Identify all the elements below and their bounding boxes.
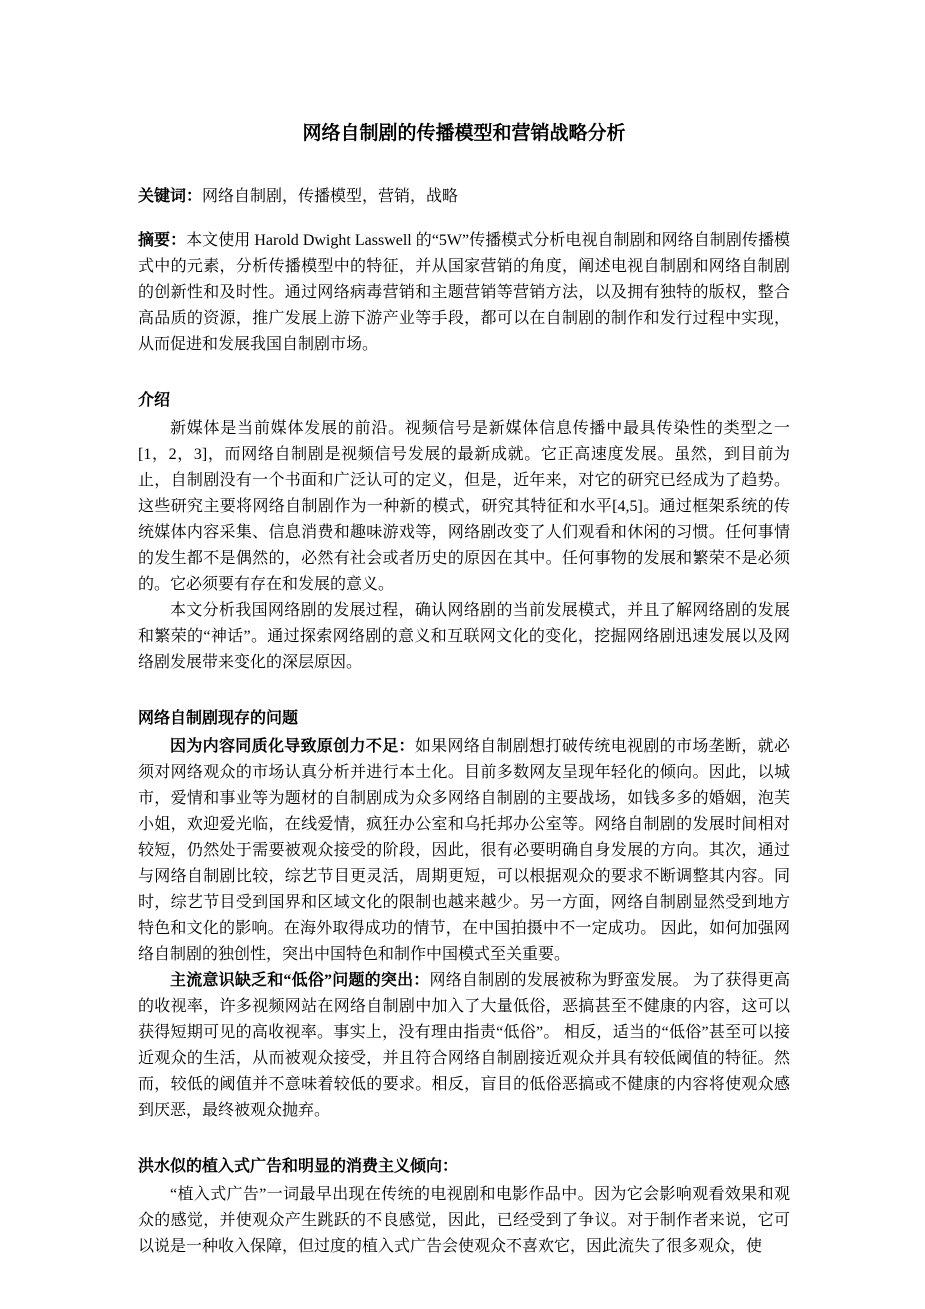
abstract-paragraph: [138, 228, 790, 358]
intro-paragraph-1: 新媒体是当前媒体发展的前沿。视频信号是新媒体信息传播中最具传染性的类型之一[1，2，3]，而网络自制剧是视频信号发展的最新成就。它正高速度发展。虽然，到目前为止，自制剧没有一个书面和广泛认可的定义，但是，近年来，对它的研究已经成为了趋势。这些研究主要将网络自制剧作为一种新的模式，研究其特征和水平[4,5]。通过框架系统的传统媒体内容采集、信息消费和趣味游戏等，网络剧改变了人们观看和休闲的习惯。任何事情的发生都不是偶然的，必然有社会或者历史的原因在其中。任何事物的发展和繁荣不是必须的。它必须要有存在和发展的意义。: [138, 420, 790, 593]
problems-paragraph-1: [138, 734, 790, 968]
page-title: 网络自制剧的传播模型和营销战略分析: [302, 123, 626, 144]
problems-paragraph-1-lead: 因为内容同质化导致原创力不足：: [170, 738, 415, 755]
keywords-line: [138, 184, 790, 210]
keywords-text: 网络自制剧，传播模型，营销，战略: [202, 188, 459, 205]
section-heading-ads: 洪水似的植入式广告和明显的消费主义倾向：: [138, 1158, 459, 1175]
keywords-label: 关键词：: [138, 188, 203, 205]
problems-paragraph-2: [138, 968, 790, 1124]
abstract-text: 本文使用 Harold Dwight Lasswell 的“5W”传播模式分析电视自制剧和网络自制剧传播模式中的元素，分析传播模型中的特征，并从国家营销的角度，阐述电视自制剧和网络自制剧的创新性和及时性。通过网络病毒营销和主题营销等营销方法，以及拥有独特的版权，整合高品质的资源，推广发展上游下游产业等手段，都可以在自制剧的制作和发行过程中实现，从而促进和发展我国自制剧市场。: [138, 232, 790, 353]
problems-paragraph-2-text: 网络自制剧的发展被称为野蛮发展。 为了获得更高的收视率，许多视频网站在网络自制剧中加入了大量低俗，恶搞甚至不健康的内容，这可以获得短期可见的高收视率。事实上，没有理由指责“低俗”。 相反，适当的“低俗”甚至可以接近观众的生活，从而被观众接受，并且符合网络自制剧接近观众并具有较低阈值的特征。然而，较低的阈值并不意味着较低的要求。相反，盲目的低俗恶搞或不健康的内容将使观众感到厌恶，最终被观众抛弃。: [138, 972, 790, 1119]
abstract-label: 摘要：: [138, 232, 187, 249]
intro-paragraph-2: 本文分析我国网络剧的发展过程，确认网络剧的当前发展模式，并且了解网络剧的发展和繁荣的“神话”。通过探索网络剧的意义和互联网文化的变化，挖掘网络剧迅速发展以及网络剧发展带来变化的深层原因。: [138, 602, 790, 671]
ads-paragraph-1: “植入式广告”一词最早出现在传统的电视剧和电影作品中。因为它会影响观看效果和观众的感觉，并使观众产生跳跃的不良感觉，因此，已经受到了争议。对于制作者来说，它可以说是一种收入保障，但过度的植入式广告会使观众不喜欢它，因此流失了很多观众，使: [138, 1186, 790, 1255]
section-heading-intro: 介绍: [138, 392, 171, 409]
section-heading-problems: 网络自制剧现存的问题: [138, 710, 299, 727]
problems-paragraph-2-lead: 主流意识缺乏和“低俗”问题的突出：: [170, 972, 430, 989]
problems-paragraph-1-text: 如果网络自制剧想打破传统电视剧的市场垄断，就必须对网络观众的市场认真分析并进行本土化。目前多数网友呈现年轻化的倾向。因此，以城市，爱情和事业等为题材的自制剧成为众多网络自制剧的主要战场，如钱多多的婚姻，泡芙小姐，欢迎爱光临，在线爱情，疯狂办公室和乌托邦办公室等。网络自制剧的发展时间相对较短，仍然处于需要被观众接受的阶段，因此，很有必要明确自身发展的方向。其次，通过与网络自制剧比较，综艺节目更灵活，周期更短，可以根据观众的要求不断调整其内容。同时，综艺节目受到国界和区域文化的限制也越来越少。另一方面，网络自制剧显然受到地方特色和文化的影响。在海外取得成功的情节，在中国拍摄中不一定成功。 因此，如何加强网络自制剧的独创性，突出中国特色和制作中国模式至关重要。: [138, 738, 790, 963]
